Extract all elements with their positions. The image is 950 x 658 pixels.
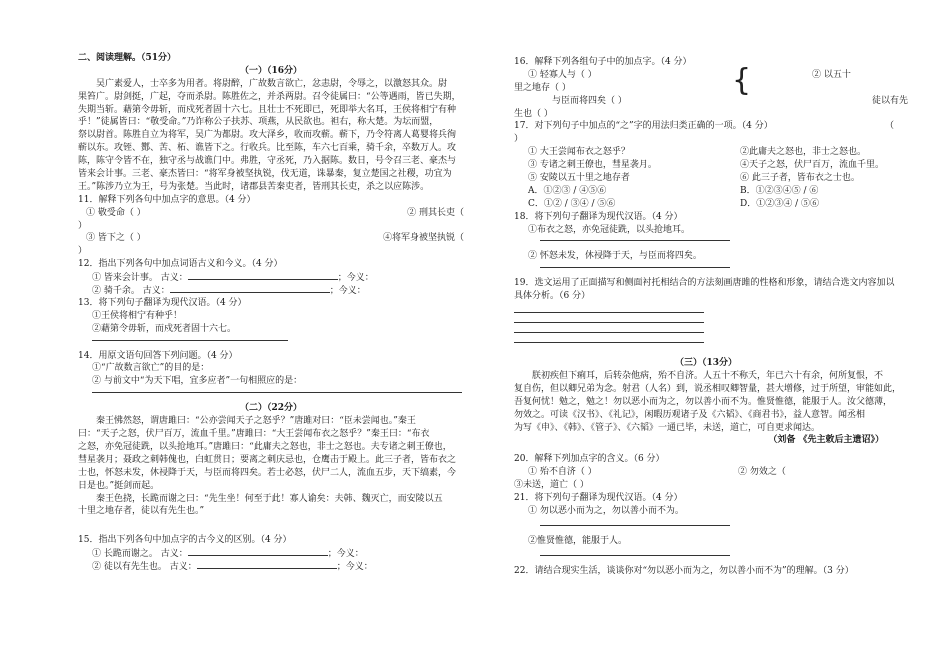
q15-a-modern: ；今义：	[327, 549, 364, 560]
q17-close: ）	[514, 134, 524, 145]
passage-line: 蕲以东。攻铚、酂、苦、柘、谯皆下之。行收兵。比至陈，车六七百乘，骑千余，卒数万人。攻	[78, 143, 457, 154]
q18-item-a: ①布衣之怒，亦免冠徒跣，以头抢地耳。	[528, 224, 691, 235]
q15-b-modern: ；今义：	[336, 562, 373, 573]
passage-line: 皆来会计事。三老、豪杰皆曰：“将军身被坚执锐，伐无道，诛暴秦，复立楚国之社稷，功宜为	[78, 169, 452, 180]
answer-line[interactable]	[540, 266, 730, 268]
q17-row2	[514, 159, 898, 172]
answer-line[interactable]	[540, 554, 730, 556]
question-17: 17．对下列句子中加点的“之”字的用法归类正确的一项。（4 分）	[514, 121, 773, 132]
question-20: 20．解释下列加点字的含义。（6 分）	[514, 454, 665, 465]
passage-line: 之怒，亦免冠徒跣，以头抢地耳。”唐雎曰：“此庸夫之怒也，非士之怒也。夫专诸之刺王僚也，	[78, 441, 452, 452]
q16-item-f[interactable]: 生也（ ）	[514, 108, 553, 119]
q17-sentence-2: ②此庸夫之怒也，非士之怒也。	[740, 147, 867, 158]
q11-item-b[interactable]: ② 刑其长吏（	[407, 207, 464, 218]
part2-title: （二）（22分）	[239, 403, 303, 414]
q17-sentence-3: ③ 专诸之刺王僚也，彗星袭月。	[528, 160, 657, 171]
passage-line: 朕初疾但下痢耳，后转杂他病，殆不自济。人五十不称夭，年已六十有余，何所复恨，不	[532, 371, 884, 382]
q15-item-a	[78, 547, 464, 560]
q12-a-label: ① 皆来会计事。 古义：	[92, 273, 188, 284]
q12-item-a	[78, 271, 464, 284]
passage-line: 乎！”徒属皆曰：“敬受命。”乃诈称公子扶苏、项燕，从民欲也。袒右，称大楚。为坛而盟，	[78, 117, 439, 128]
passage-line: 果笞广。尉剑挺，广起，夺而杀尉。陈胜佐之，并杀两尉。召令徒属曰：“公等遇雨，皆已失期，	[78, 91, 461, 102]
answer-line[interactable]	[514, 331, 704, 333]
passage-line: 十里之地存者，徒以有先生也。”	[78, 506, 205, 517]
q11-item-d[interactable]: ④将军身被坚执锐（	[382, 233, 464, 244]
q15-item-b	[78, 560, 464, 573]
q17-option-b[interactable]: B．①②③④⑤ / ⑥	[740, 185, 819, 196]
q12-a-modern: ；今义：	[337, 273, 374, 284]
section-title: 二、阅读理解。（51分）	[78, 53, 177, 63]
question-12: 12．指出下列各句中加点词语古义和今义。（4 分）	[78, 259, 283, 270]
answer-line[interactable]	[197, 560, 337, 569]
q11-row2	[78, 232, 464, 245]
q21-item-b: ②惟贤惟德，能服于人。	[528, 535, 628, 546]
passage-line: 为写《申》、《韩》、《管子》、《六韬》一通已毕，未送，道亡，可自更求闻达。	[514, 422, 821, 433]
q17-option-a[interactable]: A．①②③ / ④⑤⑥	[528, 185, 607, 196]
q21-item-a: ① 勿以恶小而为之，勿以善小而不为。	[528, 505, 684, 516]
passage-line: 王。”陈涉乃立为王，号为张楚。当此时，诸郡县苦秦吏者，皆刑其长吏，杀之以应陈涉。	[78, 181, 430, 192]
passage-line: 吴广素爱人，士卒多为用者。将尉醉，广故数言欲亡，忿恚尉，令辱之，以激怒其众。尉	[96, 78, 448, 89]
q11-row1	[78, 207, 464, 220]
q16-item-c[interactable]: 里之地存（ ）	[514, 82, 571, 93]
answer-line[interactable]	[92, 391, 462, 393]
q14-item-a: ①“广故数言欲亡”的目的是：	[92, 363, 210, 374]
q15-b-label: ② 徒以有先生也。 古义：	[92, 562, 197, 573]
answer-line[interactable]	[514, 321, 704, 323]
question-19-cont: 具体分析。（6 分）	[514, 291, 591, 302]
q13-item-a: ①王侯将相宁有种乎！	[92, 310, 183, 321]
question-19: 19．选文运用了正面描写和侧面衬托相结合的方法刻画唐雎的性格和形象，请结合选文内容加以	[514, 278, 895, 289]
q11-item-c[interactable]: ③ 皆下之（ ）	[86, 233, 146, 244]
passage-line: 失期当斩。藉第令毋斩，而戍死者固十六七。且壮士不死即已，死即举大名耳，王侯将相宁有种	[78, 104, 457, 115]
answer-line[interactable]	[92, 339, 288, 341]
q12-item-b	[78, 284, 464, 297]
q16-row2	[514, 95, 909, 108]
q17-sentence-6: ⑥ 此三子者，皆布衣之士也。	[740, 173, 860, 184]
q18-item-b: ② 怀怒未发，休祲降于天，与臣而将四矣。	[528, 251, 702, 262]
answer-line[interactable]	[170, 284, 330, 293]
answer-line[interactable]	[514, 311, 704, 313]
q16-item-e[interactable]: 徒以有先	[872, 95, 909, 106]
question-16: 16．解释下列各组句子中的加点字。（4 分）	[514, 57, 692, 67]
passage-line: 士也，怀怒未发，休祲降于天，与臣而将四矣。若士必怒，伏尸二人，流血五步，天下缟素，今	[78, 467, 457, 478]
q17-row1	[514, 146, 898, 159]
q17-options-row2	[514, 198, 898, 211]
q13-item-b: ②藉第令毋斩，而戍死者固十六七。	[92, 323, 237, 334]
question-17-row	[514, 120, 898, 133]
passage-line: 彗星袭月；聂政之刺韩傀也，白虹贯日；要离之刺庆忌也，仓鹰击于殿上。此三子者，皆布衣之	[78, 454, 457, 465]
passage-line: 祭以尉首。陈胜自立为将军，吴广为都尉。攻大泽乡，收而攻蕲。蕲下，乃令符离人葛婴将兵徇	[78, 130, 457, 141]
passage-line: 复自伤，但以卿兄弟为念。射君（人名）到，说丞相叹卿智量，甚大增修，过于所望，审能如此，	[514, 383, 902, 394]
q11-close: ）	[78, 246, 88, 257]
brace-icon: {	[732, 63, 752, 98]
q12-b-modern: ；今义：	[329, 286, 366, 297]
q16-item-a[interactable]: ① 轻寡人与（ ）	[528, 69, 597, 80]
passage-line: 秦王怫然怒，谓唐雎曰：“公亦尝闻天子之怒乎？”唐雎对曰：“臣未尝闻也。”秦王	[96, 416, 416, 427]
part3-source: （刘备 《先主敕后主遗诏》）	[768, 435, 884, 446]
q16-row1	[514, 69, 898, 82]
q20-row1	[514, 466, 898, 479]
question-21: 21．将下列句子翻译为现代汉语。（4 分）	[514, 493, 683, 504]
q16-item-d[interactable]: 与臣而将四矣（ ）	[552, 95, 627, 106]
answer-line[interactable]	[540, 239, 730, 241]
answer-line[interactable]	[540, 524, 730, 526]
q17-answer-paren[interactable]: （	[884, 121, 894, 132]
part3-title: （三）（13分）	[674, 358, 738, 369]
q11-item-a[interactable]: ① 敬受命（ ）	[86, 207, 146, 218]
passage-line: 秦王色挠，长跪而谢之曰：“先生坐！何至于此！寡人谕矣：夫韩、魏灭亡，而安陵以五	[96, 493, 443, 504]
part1-title: （一）（16分）	[239, 65, 303, 76]
q12-b-label: ② 骑千余。 古义：	[92, 286, 170, 297]
passage-line: 日是也。”挺剑而起。	[78, 480, 160, 491]
passage-line: 吾复何忧！勉之，勉之！勿以恶小而为之，勿以善小而不为。惟贤惟德，能服于人。汝父德薄，	[514, 396, 893, 407]
q16-item-b[interactable]: ② 以五十	[812, 69, 851, 80]
question-13: 13．将下列句子翻译为现代汉语。（4 分）	[78, 297, 247, 308]
question-18: 18．将下列句子翻译为现代汉语。（4 分）	[514, 211, 683, 222]
q20-item-c[interactable]: ③未送，道亡（ ）	[514, 480, 589, 491]
answer-line[interactable]	[514, 341, 704, 343]
q17-sentence-4: ④天子之怒，伏尸百万，流血千里。	[740, 160, 885, 171]
q17-options-row1	[514, 185, 898, 198]
q17-option-c[interactable]: C．①② / ③④ / ⑤⑥	[528, 198, 616, 209]
question-11: 11．解释下列各句中加点字的意思。（4 分）	[78, 194, 256, 205]
q17-sentence-1: ① 大王尝闻布衣之怒乎？	[528, 147, 630, 158]
q17-sentence-5: ⑤ 安陵以五十里之地存者	[528, 173, 630, 184]
right-column	[514, 56, 909, 578]
passage-line: 陈，陈守令皆不在，独守丞与战谯门中。弗胜，守丞死，乃入据陈。数日，号令召三老、豪杰与	[78, 156, 457, 167]
question-14: 14．用原文语句回答下列问题。（4 分）	[78, 350, 238, 361]
q14-item-b: ② 与前文中“为天下唱，宜多应者”一句相照应的是：	[92, 376, 303, 387]
q20-item-b[interactable]: ② 勿效之（	[738, 467, 786, 478]
question-22: 22．请结合现实生活，谈谈你对“勿以恶小而为之，勿以善小而不为”的理解。（3 分）	[514, 565, 854, 576]
q15-a-label: ① 长跪而谢之。 古义：	[92, 549, 188, 560]
answer-line[interactable]	[188, 547, 328, 556]
q17-row3	[514, 172, 898, 185]
passage-line: 勿效之。可读《汉书》、《礼记》，闲暇历观诸子及《六韬》、《商君书》，益人意智。闻丞相	[514, 409, 866, 420]
q17-option-d[interactable]: D．①②③④ / ⑤⑥	[740, 198, 819, 209]
passage-line: 曰：“天子之怒，伏尸百万，流血千里。”唐雎曰：“大王尝闻布衣之怒乎？”秦王曰：“布衣	[78, 429, 430, 440]
question-15: 15．指出下列各句中加点字的古今义的区别。（4 分）	[78, 535, 292, 546]
q11-close: ）	[78, 220, 88, 231]
left-column	[78, 52, 464, 573]
q20-item-a[interactable]: ① 殆不自济（ ）	[528, 467, 597, 478]
answer-line[interactable]	[188, 271, 338, 280]
